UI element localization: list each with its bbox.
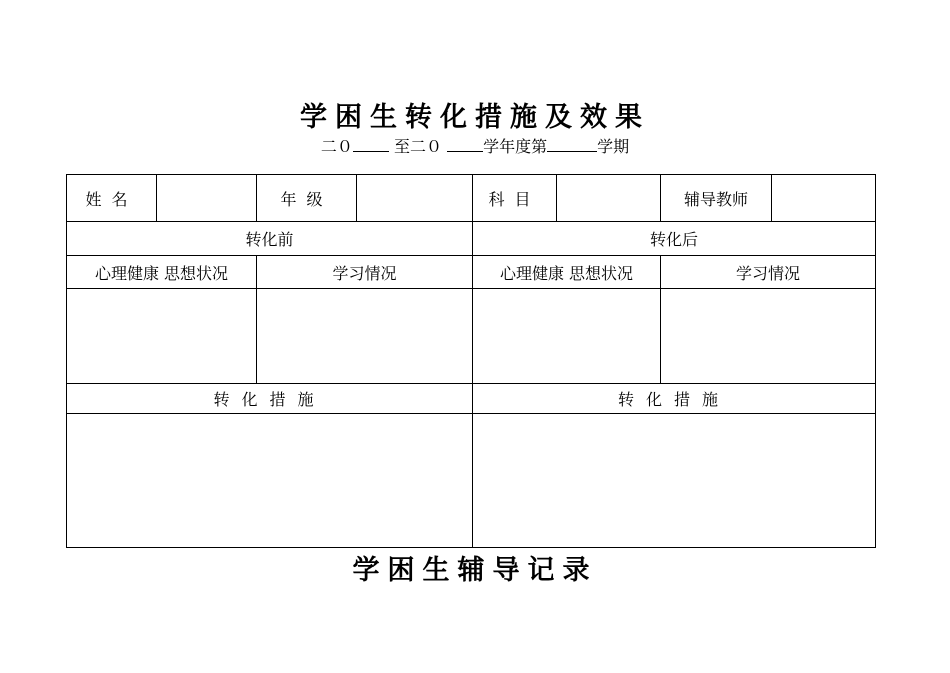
- measures-left-field[interactable]: [67, 414, 473, 548]
- name-field[interactable]: [157, 175, 257, 222]
- subject-field[interactable]: [557, 175, 661, 222]
- end-year-blank[interactable]: [447, 137, 483, 152]
- school-year-line: [0, 134, 950, 157]
- semester-blank[interactable]: [547, 137, 597, 152]
- year-prefix: 二０: [320, 137, 353, 156]
- start-year-blank[interactable]: [353, 137, 389, 152]
- subject-label: 科目: [473, 175, 557, 222]
- mental-before-header: 心理健康 思想状况: [67, 256, 257, 289]
- study-before-header: 学习情况: [257, 256, 473, 289]
- before-section-header: 转化前: [67, 222, 473, 256]
- mental-before-field[interactable]: [67, 289, 257, 384]
- grade-field[interactable]: [357, 175, 473, 222]
- study-after-header: 学习情况: [661, 256, 876, 289]
- school-year-label: 学年度第: [483, 137, 548, 156]
- study-before-field[interactable]: [257, 289, 473, 384]
- measures-right-header: 转化措施: [473, 384, 876, 414]
- tutoring-record-title: 学困生辅导记录: [352, 555, 598, 586]
- name-label: 姓名: [67, 175, 157, 222]
- measures-right-field[interactable]: [473, 414, 876, 548]
- transformation-form: [66, 174, 876, 548]
- mental-after-field[interactable]: [473, 289, 661, 384]
- after-section-header: 转化后: [473, 222, 876, 256]
- measures-left-header: 转化措施: [67, 384, 473, 414]
- semester-label: 学期: [597, 137, 630, 156]
- grade-label: 年级: [257, 175, 357, 222]
- tutor-label: 辅导教师: [661, 175, 772, 222]
- document-title: 学困生转化措施及效果: [300, 102, 650, 133]
- year-middle: 至二０: [393, 137, 442, 156]
- mental-after-header: 心理健康 思想状况: [473, 256, 661, 289]
- tutor-field[interactable]: [772, 175, 876, 222]
- study-after-field[interactable]: [661, 289, 876, 384]
